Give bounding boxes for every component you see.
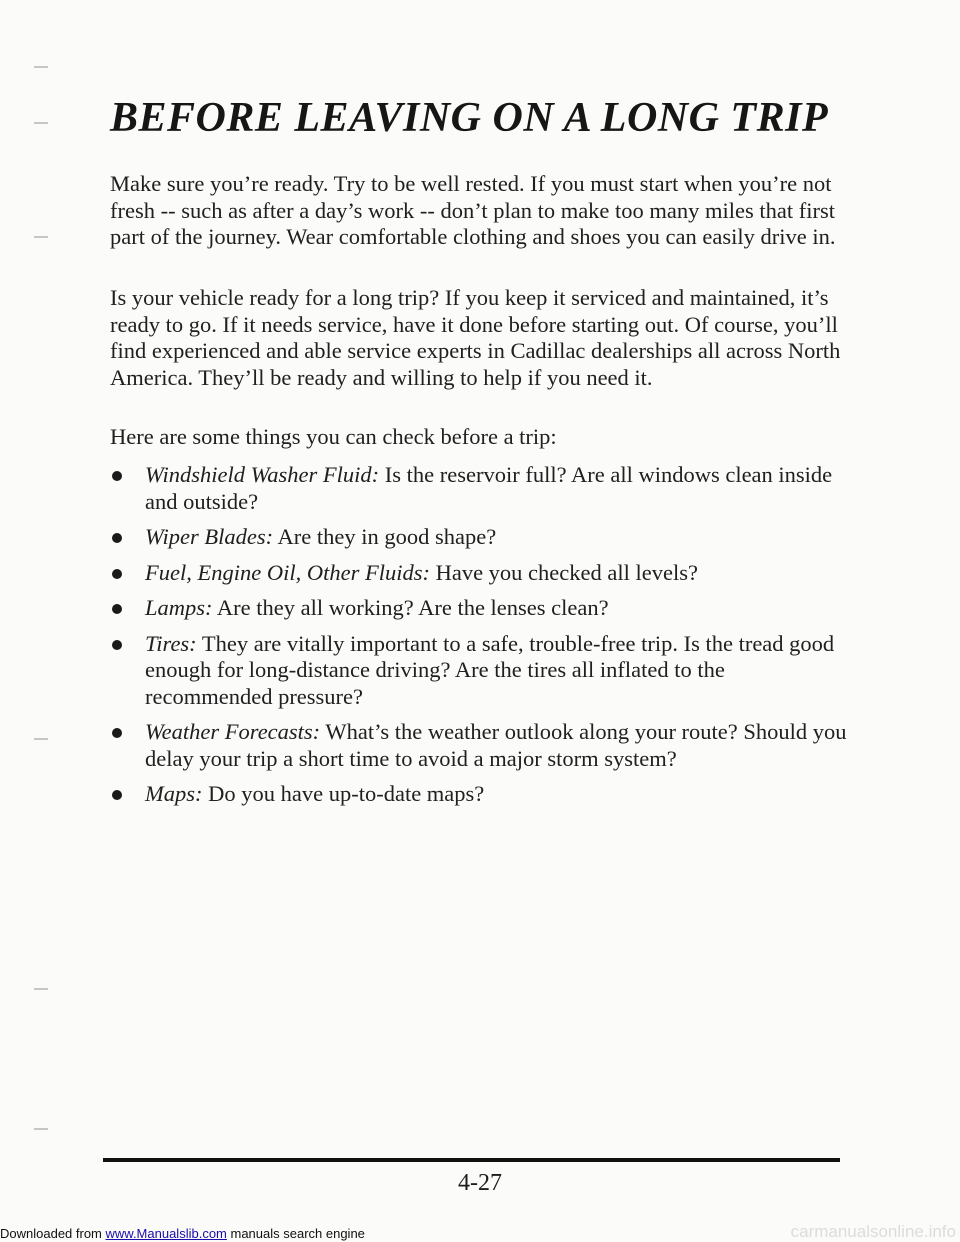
manualslib-link[interactable]: www.Manualslib.com (105, 1226, 227, 1241)
checklist-text: Is the reservoir full? Are all windows clean inside and outside? (145, 462, 833, 514)
checklist-text: Are they all working? Are the lenses clean? (212, 595, 609, 620)
scan-margin-mark (34, 1128, 48, 1130)
checklist-text: Do you have up-to-date maps? (202, 781, 485, 806)
checklist-term: Weather Forecasts: (145, 719, 321, 744)
bullet-icon (112, 790, 122, 800)
attribution-prefix: Downloaded from (0, 1226, 106, 1241)
checklist-term: Lamps: (145, 595, 213, 620)
scan-margin-mark (34, 738, 48, 740)
checklist-term: Tires: (145, 630, 197, 656)
scan-margin-mark (34, 988, 48, 990)
checklist-item-wiper-blades (110, 524, 855, 551)
checklist-term: Wiper Blades: (145, 524, 274, 549)
checklist-item-washer-fluid (110, 462, 855, 515)
checklist-item-maps (110, 781, 855, 808)
checklist-intro: Here are some things you can check before a trip: (110, 424, 557, 449)
trip-checklist (110, 462, 855, 817)
checklist-item-fluids (110, 560, 855, 587)
checklist-text: They are vitally important to a safe, trouble-free trip. Is the tread good enough for long-distance driving? Are the tires all inflated to the recommended pressure? (145, 630, 835, 709)
scan-margin-mark (34, 66, 48, 68)
footer-rule (103, 1158, 840, 1162)
checklist-term: Windshield Washer Fluid: (145, 462, 380, 487)
checklist-term: Maps: (145, 781, 203, 806)
watermark: carmanualsonline.info (790, 1222, 956, 1241)
intro-paragraph: Make sure you’re ready. Try to be well rested. If you must start when you’re not fresh -- such as after a day’s work -- don’t plan to make too many miles that first part of the journey. Wear comfortable clothing and shoes you can easily drive in. (110, 171, 836, 249)
checklist-text: Are they in good shape? (273, 524, 497, 549)
vehicle-ready-paragraph: Is your vehicle ready for a long trip? If you keep it serviced and maintained, it’s ready to go. If it needs service, have it done before starting out. Of course, you’ll find experienced and able service experts in Cadillac dealerships all across North America. They’ll be ready and willing to help if you need it. (110, 285, 841, 390)
page-number: 4-27 (458, 1170, 502, 1196)
bullet-icon (112, 471, 122, 481)
scan-margin-mark (34, 236, 48, 238)
bullet-icon (112, 569, 122, 579)
download-attribution (0, 1226, 365, 1241)
bullet-icon (112, 728, 122, 738)
bullet-icon (112, 604, 122, 614)
bullet-icon (112, 640, 122, 650)
checklist-term: Fuel, Engine Oil, Other Fluids: (145, 559, 430, 585)
attribution-suffix: manuals search engine (226, 1226, 365, 1241)
checklist-text: Have you checked all levels? (429, 559, 698, 585)
page-title: BEFORE LEAVING ON A LONG TRIP (110, 95, 829, 141)
checklist-item-lamps (110, 595, 855, 622)
checklist-item-weather (110, 719, 855, 772)
bullet-icon (112, 533, 122, 543)
scan-margin-mark (34, 122, 48, 124)
checklist-item-tires (110, 631, 855, 711)
checklist-text: What’s the weather outlook along your route? Should you delay your trip a short time to avoid a major storm system? (145, 719, 847, 771)
